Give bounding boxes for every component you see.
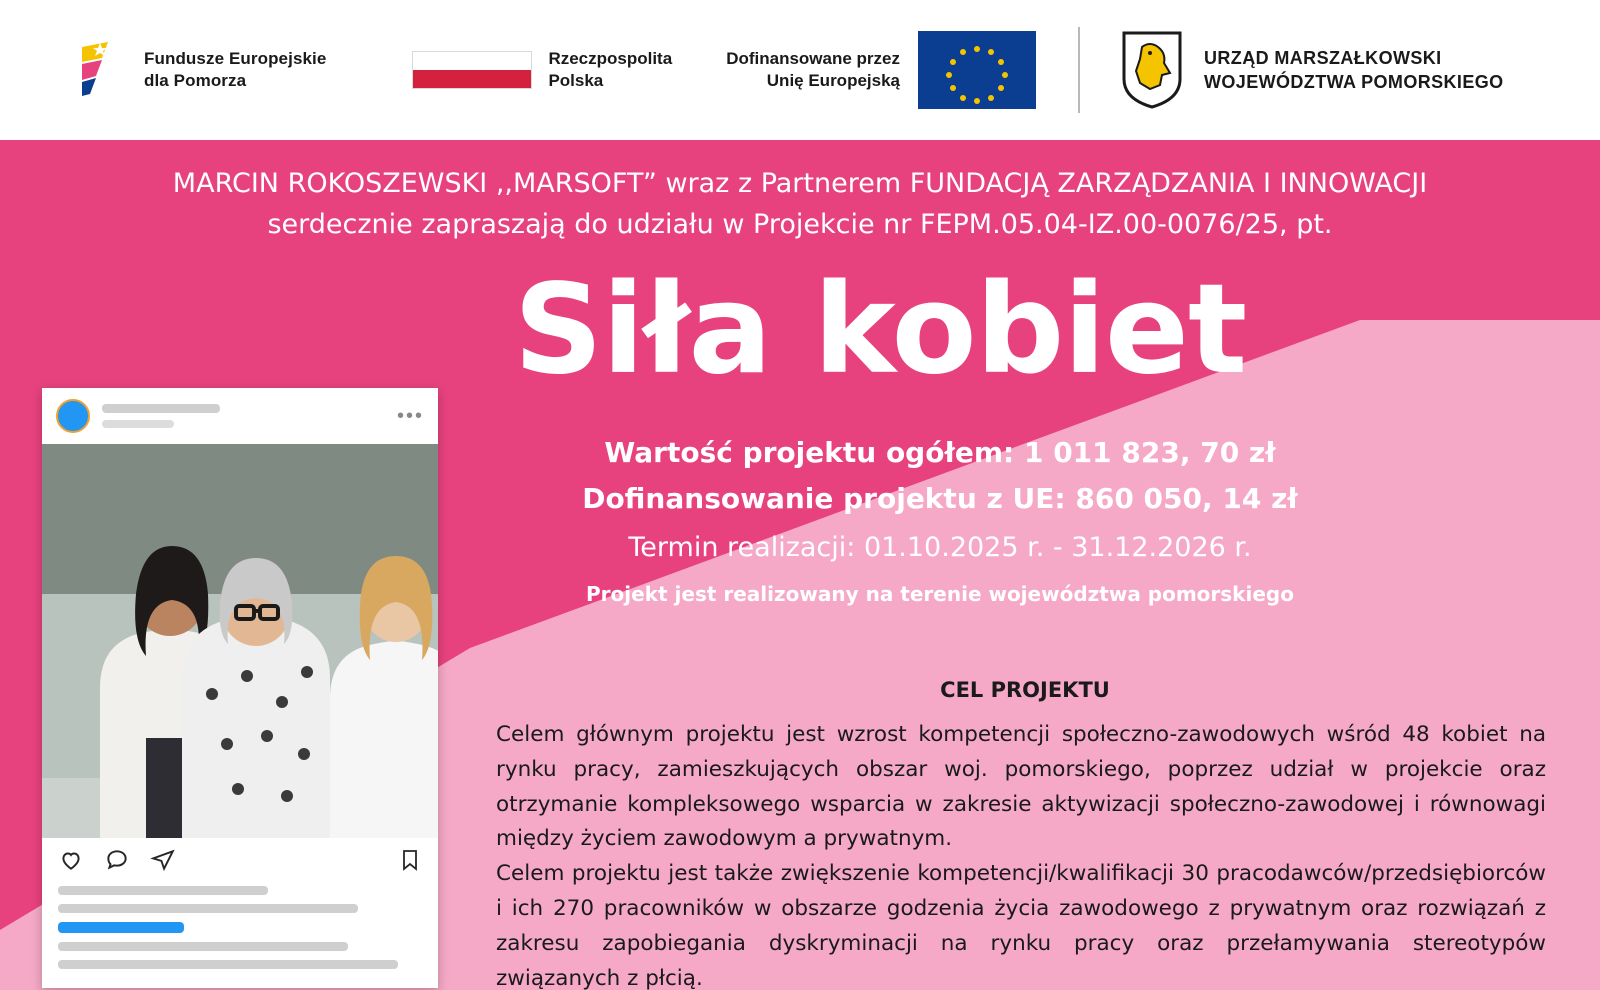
marshal-office-label [1204, 46, 1504, 95]
invitation-line2: serdecznie zapraszają do udziału w Projekcie nr FEPM.05.04-IZ.00-0076/25, pt. [267, 208, 1333, 240]
poster-body [0, 140, 1600, 990]
project-total-value: Wartość projektu ogółem: 1 011 823, 70 zł [604, 436, 1276, 469]
invitation-line1: MARCIN ROKOSZEWSKI ,,MARSOFT” wraz z Partnerem FUNDACJĄ ZARZĄDZANIA I INNOWACJI [172, 168, 1428, 199]
logo-header-bar [0, 0, 1600, 140]
invitation-text [0, 164, 1600, 245]
project-eu-funding: Dofinansowanie projektu z UE: 860 050, 14 zł [582, 482, 1298, 516]
header-divider [1078, 27, 1080, 113]
project-financials [440, 430, 1440, 522]
project-region: Projekt jest realizowany na terenie województwa pomorskiego [586, 582, 1294, 606]
goal-paragraph-1: Celem głównym projektu jest wzrost kompetencji społeczno-zawodowych wśród 48 kobiet na rynku pracy, zamieszkujących obszar woj. pomorskiego, poprzez udział w projekcie oraz otrzymanie kompleksowego wsparcia w zakresie aktywizacji społeczno-zawodowej i równowagi między życiem zawodowym a prywatnym. [496, 722, 1546, 852]
eu-flag-icon [918, 31, 1036, 109]
eu-funds-line1: Fundusze Europejskie [144, 48, 327, 68]
instagram-caption-placeholder [42, 882, 438, 969]
instagram-username-placeholder [102, 404, 397, 428]
poland-line2: Polska [548, 71, 604, 90]
eu-funds-stars-logo [78, 39, 130, 101]
co-funded-by-eu-logo [726, 31, 1036, 109]
caption-bar-3 [58, 922, 184, 933]
post-photo [42, 444, 438, 838]
eu-line1: Dofinansowane przez [726, 48, 900, 68]
instagram-action-bar [42, 838, 438, 882]
marshal-office-logo [1120, 31, 1504, 109]
goal-paragraph-2: Celem projektu jest także zwiększenie kompetencji/kwalifikacji 30 pracodawców/przedsiębiorców i ich 270 pracowników w obszarze godzenia życia zawodowego z prywatnym oraz rozwiązań z zakresu zapobiegania dyskryminacji na rynku pracy oraz przełamywania stereotypów związanych z płcią. [496, 861, 1546, 990]
avatar [56, 399, 90, 433]
share-icon[interactable] [150, 847, 176, 873]
poland-flag-icon [412, 51, 532, 89]
bookmark-icon[interactable] [398, 847, 422, 873]
instagram-post-card [42, 388, 438, 988]
eu-funds-logo [78, 39, 326, 101]
instagram-card-header [42, 388, 438, 444]
project-title: Siła kobiet [513, 258, 1247, 402]
location-bar [102, 420, 174, 428]
goal-heading: CEL PROJEKTU [940, 678, 1110, 702]
project-term: Termin realizacji: 01.10.2025 r. - 31.12.2026 r. [628, 532, 1252, 563]
eu-label [726, 48, 900, 92]
caption-bar-4 [58, 942, 348, 951]
eu-line2: Unię Europejską [766, 71, 900, 90]
caption-bar-5 [58, 960, 398, 969]
poland-label [548, 48, 672, 92]
caption-bar-2 [58, 904, 358, 913]
caption-bar-1 [58, 886, 268, 895]
marshal-office-line1: URZĄD MARSZAŁKOWSKI [1204, 47, 1442, 68]
comment-icon[interactable] [104, 847, 130, 873]
eu-funds-label [144, 48, 326, 92]
goal-body [496, 718, 1546, 990]
eu-funds-line2: dla Pomorza [144, 71, 247, 90]
pomorskie-griffin-crest-icon [1120, 31, 1184, 109]
username-bar [102, 404, 220, 413]
more-options-icon[interactable]: ••• [396, 404, 424, 427]
heart-icon[interactable] [58, 847, 84, 873]
poland-line1: Rzeczpospolita [548, 48, 673, 68]
marshal-office-line2: WOJEWÓDZTWA POMORSKIEGO [1204, 72, 1504, 92]
republic-of-poland-logo [412, 48, 672, 92]
